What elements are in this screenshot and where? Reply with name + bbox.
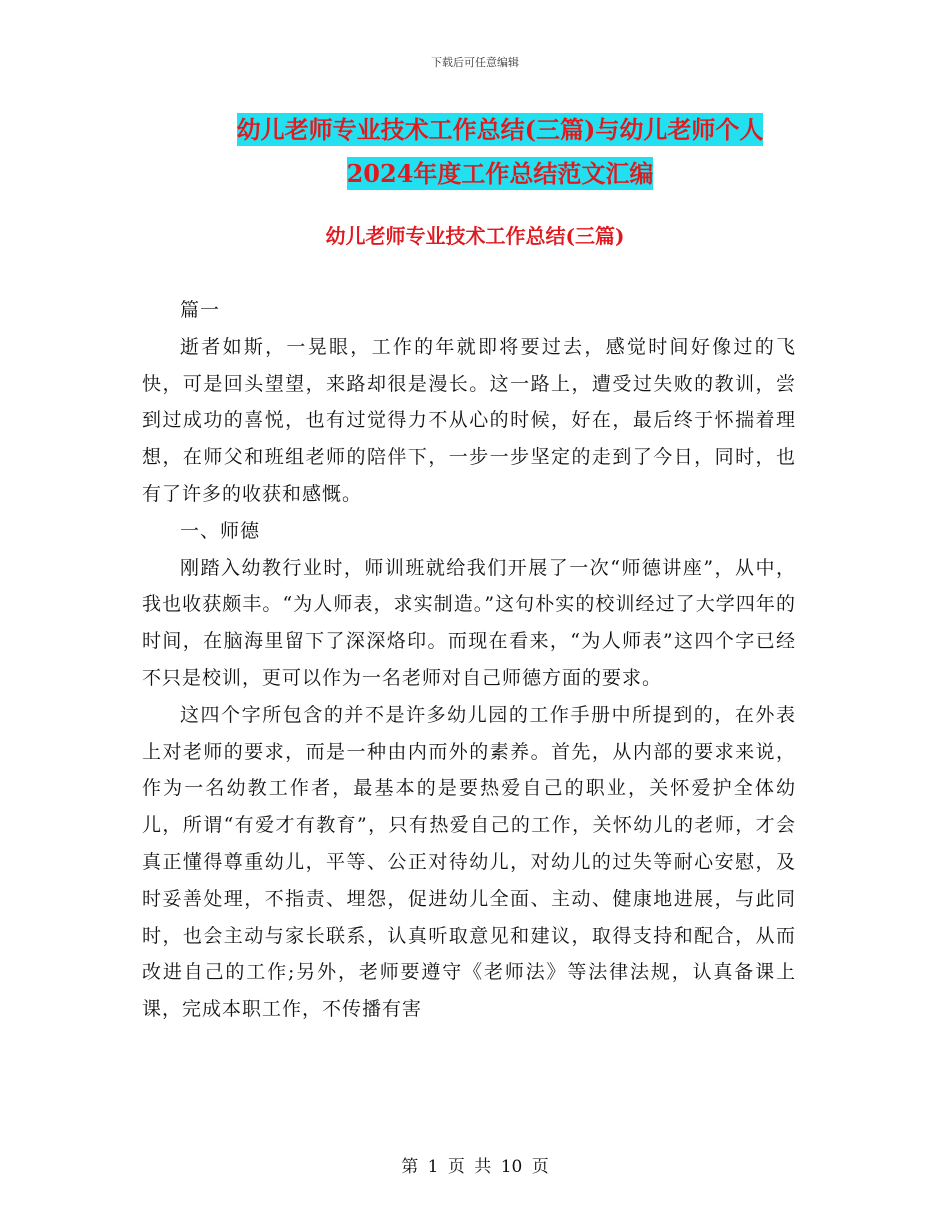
document-title xyxy=(140,108,860,196)
paragraph-ethics-detail: 这四个字所包含的并不是许多幼儿园的工作手册中所提到的，在外表上对老师的要求，而是一种由内而外的素养。首先，从内部的要求来说，作为一名幼教工作者，最基本的是要热爱自己的职业，关怀爱护全体幼儿，所谓“有爱才有教育”，只有热爱自己的工作，关怀幼儿的老师，才会真正懂得尊重幼儿，平等、公正对待幼儿，对幼儿的过失等耐心安慰，及时妥善处理，不指责、埋怨，促进幼儿全面、主动、健康地进展，与此同时，也会主动与家长联系，认真听取意见和建议，取得支持和配合，从而改进自己的工作;另外，老师要遵守《老师法》等法律法规，认真备课上课，完成本职工作，不传播有害 xyxy=(142,703,796,1021)
paragraph-heading-ethics: 一、师德 xyxy=(180,519,261,542)
document-body xyxy=(142,292,796,1028)
document-title-line-1: 幼儿老师专业技术工作总结(三篇)与幼儿老师个人 xyxy=(236,115,764,144)
document-title-line-2: 2024年度工作总结范文汇编 xyxy=(346,159,654,188)
header-note: 下载后可任意编辑 xyxy=(431,56,519,69)
paragraph-heading-part-one: 篇一 xyxy=(180,299,221,321)
paragraph-ethics-lecture: 刚踏入幼教行业时，师训班就给我们开展了一次“师德讲座”，从中，我也收获颇丰。“为人师表，求实制造。”这句朴实的校训经过了大学四年的时间，在脑海里留下了深深烙印。而现在看来，“为人师表”这四个字已经不只是校训，更可以作为一名老师对自己师德方面的要求。 xyxy=(142,556,796,689)
page-footer: 第 1 页 共 10 页 xyxy=(401,1157,549,1177)
paragraph-intro: 逝者如斯，一晃眼，工作的年就即将要过去，感觉时间好像过的飞快，可是回头望望，来路却很是漫长。这一路上，遭受过失败的教训，尝到过成功的喜悦，也有过觉得力不从心的时候，好在，最后终于怀揣着理想，在师父和班组老师的陪伴下，一步一步坚定的走到了今日，同时，也有了许多的收获和感慨。 xyxy=(142,335,796,505)
section-title: 幼儿老师专业技术工作总结(三篇) xyxy=(325,224,625,248)
